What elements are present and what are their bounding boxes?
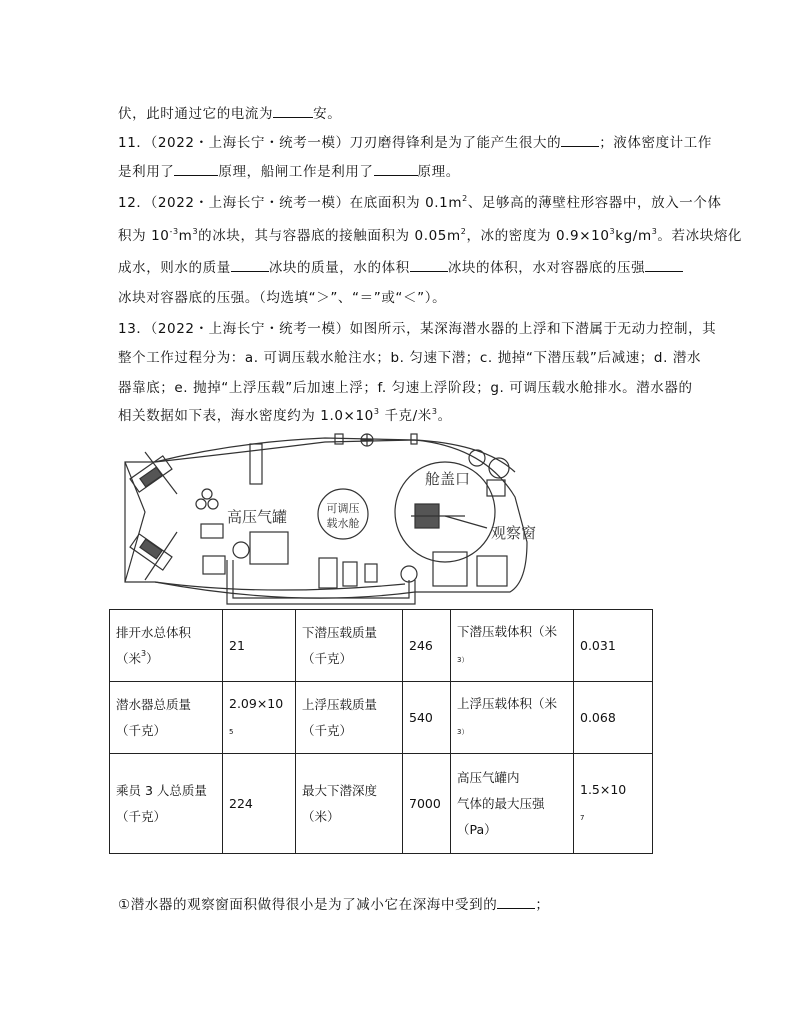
- answer-blank: [497, 896, 535, 909]
- text-line: [118, 102, 341, 122]
- bottom-box: [343, 562, 357, 586]
- text: 的冰块，其与容器底的接触面积为 0.05m: [198, 228, 461, 244]
- table-cell: 下潜压载质量 （千克）: [296, 610, 403, 682]
- text-line: [118, 256, 683, 276]
- question-12: [118, 191, 722, 211]
- superscript: 3: [373, 406, 380, 416]
- text: 器靠底；e. 抛掉“上浮压载”后加速上浮；f. 匀速上浮阶段；g. 可调压载水舱排水。潜水器的: [118, 380, 693, 396]
- equipment-box: [203, 556, 225, 574]
- table-row: [110, 754, 653, 854]
- text: 11．（2022・上海长宁・统考一模）刀刃磨得锋利是为了能产生很大的: [118, 135, 562, 151]
- table-cell: 21: [223, 610, 296, 682]
- table-cell: 高压气罐内 气体的最大压强 （Pa）: [451, 754, 574, 854]
- table-cell: 下潜压载体积（米 3）: [451, 610, 574, 682]
- text-line: [118, 286, 446, 306]
- table-row: [110, 610, 653, 682]
- sub-question-1: [118, 893, 549, 913]
- question-11: [118, 131, 712, 151]
- text: 积为 10: [118, 228, 170, 244]
- top-fitting: [411, 434, 417, 444]
- gas-tank-circle: [196, 499, 206, 509]
- table-cell: 2.09×10 5: [223, 682, 296, 754]
- table-cell: 246: [403, 610, 451, 682]
- text: 伏，此时通过它的电流为: [118, 106, 274, 122]
- answer-blank: [410, 259, 448, 272]
- table-cell: 最大下潜深度 （米）: [296, 754, 403, 854]
- text: 冰块对容器底的压强。（均选填“＞”、“＝”或“＜”）。: [118, 290, 447, 306]
- superscript: 3: [431, 406, 438, 416]
- superscript: 3: [651, 226, 658, 236]
- superscript: 2: [462, 193, 468, 203]
- top-fitting: [335, 434, 343, 444]
- text: 相关数据如下表，海水密度约为 1.0×10: [118, 408, 374, 424]
- bottom-box: [433, 552, 467, 586]
- bottom-box: [319, 558, 337, 588]
- label-hatch: 舱盖口: [425, 470, 471, 488]
- table-cell: 排开水总体积 （米$^3$）: [110, 610, 223, 682]
- answer-blank: [561, 134, 599, 147]
- text: 、足够高的薄壁柱形容器中，放入一个体: [467, 195, 722, 211]
- table-cell: 上浮压载体积（米 3）: [451, 682, 574, 754]
- answer-blank: [374, 163, 418, 176]
- gas-tank-circle: [208, 499, 218, 509]
- gas-tank-circle: [202, 489, 212, 499]
- text: 13．（2022・上海长宁・统考一模）如图所示，某深海潜水器的上浮和下潜属于无动力控制，其: [118, 321, 717, 337]
- text: 原理。: [417, 164, 460, 180]
- label-ballast-2: 载水舱: [326, 517, 360, 530]
- text: ①潜水器的观察窗面积做得很小是为了减小它在深海中受到的: [118, 897, 498, 913]
- text: 整个工作过程分为：a. 可调压载水舱注水；b. 匀速下潜；c. 抛掉“下潜压载”后减速；d. 潜水: [118, 350, 702, 366]
- text-line: [118, 224, 742, 244]
- text: 千克/米: [379, 408, 432, 424]
- label-tank: 高压气罐: [227, 508, 288, 526]
- data-table: [109, 609, 653, 854]
- submersible-diagram: [115, 432, 565, 608]
- pipe: [233, 560, 409, 598]
- text: 。: [437, 408, 452, 424]
- text: 冰块的质量，水的体积: [268, 260, 410, 276]
- text-line: [118, 404, 452, 424]
- text-line: [118, 346, 701, 366]
- answer-blank: [273, 105, 313, 118]
- superscript: 2: [460, 226, 467, 236]
- nose-circle: [469, 450, 485, 466]
- hull-top-line: [155, 440, 515, 472]
- bottom-box: [477, 556, 507, 586]
- frame-line: [145, 532, 177, 580]
- question-13: [118, 317, 716, 337]
- nose-box: [487, 480, 505, 496]
- equipment-box: [250, 532, 288, 564]
- text: ；液体密度计工作: [599, 135, 712, 151]
- table-cell: 540: [403, 682, 451, 754]
- label-ballast-1: 可调压: [326, 502, 360, 515]
- text: 是利用了: [118, 164, 175, 180]
- text-line: [118, 160, 460, 180]
- answer-blank: [174, 163, 218, 176]
- text-line: [118, 376, 693, 396]
- table-cell: 上浮压载质量 （千克）: [296, 682, 403, 754]
- table-cell: 乘员 3 人总质量 （千克）: [110, 754, 223, 854]
- text: ，冰的密度为 0.9×10: [466, 228, 610, 244]
- text: 12．（2022・上海长宁・统考一模）在底面积为 0.1m: [118, 195, 463, 211]
- table-cell: 0.068: [574, 682, 653, 754]
- table-cell: 潜水器总质量 （千克）: [110, 682, 223, 754]
- table-row: [110, 682, 653, 754]
- table-cell: 0.031: [574, 610, 653, 682]
- text: 安。: [313, 106, 342, 122]
- label-window: 观察窗: [491, 524, 537, 542]
- text: 原理，船闸工作是利用了: [218, 164, 374, 180]
- bottom-box: [365, 564, 377, 582]
- superscript: 3: [609, 226, 616, 236]
- text: kg/m: [615, 228, 652, 244]
- text: 成水，则水的质量: [118, 260, 231, 276]
- superscript: 3: [192, 226, 199, 236]
- text: ；: [535, 897, 550, 913]
- superscript: -3: [169, 226, 179, 236]
- text: 冰块的体积，水对容器底的压强: [447, 260, 646, 276]
- table-cell: 1.5×10 7: [574, 754, 653, 854]
- bottom-circle: [401, 566, 417, 582]
- equipment-box: [201, 524, 223, 538]
- text: 。若冰块熔化: [657, 228, 743, 244]
- text: m: [178, 228, 193, 244]
- table-cell: 7000: [403, 754, 451, 854]
- answer-blank: [645, 259, 683, 272]
- valve-circle: [233, 542, 249, 558]
- answer-blank: [231, 259, 269, 272]
- window-pointer: [445, 516, 487, 528]
- table-cell: 224: [223, 754, 296, 854]
